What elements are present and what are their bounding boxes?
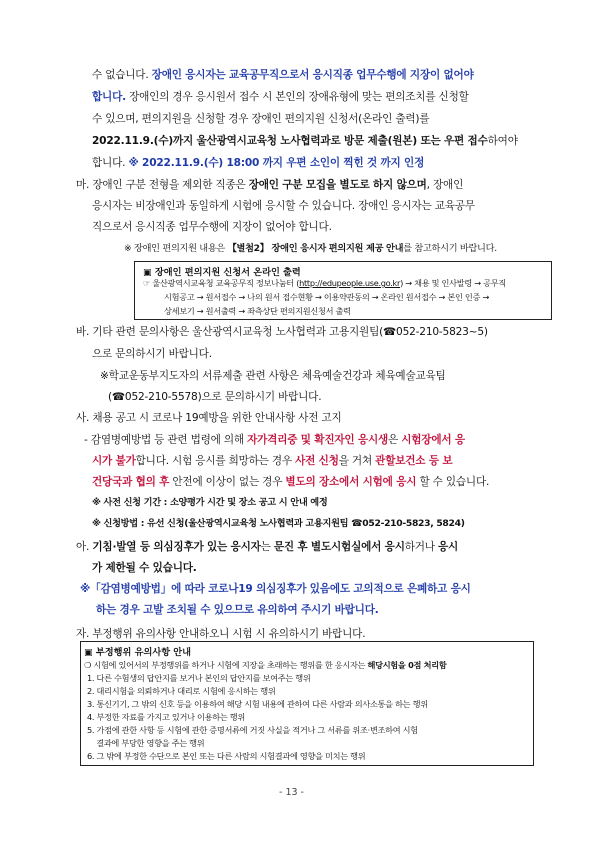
online-box-line: 시험공고 → 원서접수 → 나의 원서 접수현황 → 이용약관동의 → 온라인 원서접수 → 본인 인증 → [164,292,490,302]
red-emphasis: 건당국과 협의 후 [92,476,170,488]
red-emphasis: 사전 신청 [295,455,339,467]
text: , 장애인 [426,179,464,191]
fraud-box-item: 4. 부정한 자료를 가지고 있거나 이용하는 행위 [87,712,245,722]
para-line [92,157,424,169]
bold-text: 문진 후 별도시험실에서 응시 [273,541,405,553]
section-a-warning: 하는 경우 고발 조치될 수 있으므로 유의하여 주시기 바랍니다. [96,604,379,616]
emphasis-text: 합니다. [92,91,126,103]
text: 합니다. [92,157,129,169]
website-link[interactable]: http://edupeople.use.go.kr [299,278,401,288]
text: 수 없습니다. [92,69,152,81]
section-sa-line [92,455,452,467]
section-a-line: 가 제한될 수 있습니다. [92,562,197,574]
section-ma-note [124,243,497,254]
red-emphasis: 시험장에서 응 [401,434,465,446]
text: ☞ 울산광역시교육청 교육공무직 정보나눔터 ( [143,278,300,288]
section-a-warning: ※「감염병예방법」에 따라 코로나19 의심징후가 있음에도 고의적으로 은폐하고 응시 [80,583,471,595]
section-sa-note: ※ 사전 신청 기간 : 소양평가 시간 및 장소 공고 시 안내 예정 [92,497,328,508]
bold-text: 해당시험을 0점 처리함 [367,660,447,670]
emphasis-text: ※ 2022.11.9.(수) 18:00 까지 우편 소인이 찍힌 것 까지 인정 [128,157,425,169]
fraud-box-item: 결과에 부당한 영향을 주는 행위 [87,738,205,748]
online-box-line: 상세보기 → 원서출력 → 좌측상단 편의지원신청서 출력 [164,306,351,316]
online-box-title: ▣ 장애인 편의지원 신청서 온라인 출력 [143,267,301,278]
section-ma-line [76,179,463,191]
text: 아. [76,541,93,553]
bold-text: 2022.11.9.(수)까지 울산광역시교육청 노사협력과로 방문 제출(원본) 또는 우편 접수 [92,135,488,147]
text: 은 [388,434,402,446]
text: 할 수 있습니다. [416,476,490,488]
text: 합니다. 시험 응시를 희망하는 경우 [135,455,296,467]
para-line [92,69,474,81]
section-ba-line: ※학교운동부지도자의 서류제출 관련 사항은 체육예술건강과 체육예술교육팀 [100,370,446,382]
fraud-box-item: 6. 그 밖에 부정한 수단으로 본인 또는 다른 사람의 시험결과에 영향을 미치는 행위 [87,751,366,761]
red-emphasis: 자가격리중 및 확진자인 응시생 [247,434,389,446]
section-ma-line: 직으로서 응시직종 업무수행에 지장이 없어야 합니다. [92,221,332,233]
section-sa-title: 사. 채용 공고 시 코로나 19예방을 위한 안내사항 사전 고지 [76,412,342,424]
section-sa-line [92,476,489,488]
section-ba-line: 으로 문의하시기 바랍니다. [92,348,212,360]
text: 마. 장애인 구분 전형을 제외한 직종은 [76,179,249,191]
text: 하거나 [404,541,439,553]
text: 하여야 [487,135,518,147]
online-box-line [143,278,506,288]
red-emphasis: 별도의 장소에서 시험에 응시 [285,476,417,488]
fraud-box-title: ▣ 부정행위 유의사항 안내 [84,647,192,658]
section-sa-line [84,434,465,446]
text: 안전에 이상이 없는 경우 [169,476,286,488]
fraud-box-item: 1. 다른 수험생의 답안지를 보거나 본인의 답안지를 보여주는 행위 [87,673,311,683]
bold-text: 응시 [438,541,459,553]
text: ) → 채용 및 인사발령 → 공무직 [400,278,506,288]
page-number: - 13 - [279,787,304,798]
red-emphasis: 관할보건소 등 보 [375,455,453,467]
section-a-line [76,541,458,553]
fraud-box-intro [84,660,446,670]
text: 를 참고하시기 바랍니다. [403,243,497,254]
text: 을 거쳐 [338,455,376,467]
red-emphasis: 시가 불가 [92,455,136,467]
para-line: 수 있으며, 편의지원을 신청할 경우 장애인 편의지원 신청서(온라인 출력)를 [92,113,430,125]
section-ja-line: 자. 부정행위 유의사항 안내하오니 시험 시 유의하시기 바랍니다. [76,628,366,640]
para-line [92,91,469,103]
section-ma-line: 응시자는 비장애인과 동일하게 시험에 응시할 수 있습니다. 장애인 응시자는 교육공무 [92,200,475,212]
fraud-box-item: 2. 대리시험을 의뢰하거나 대리로 시험에 응시하는 행위 [87,686,276,696]
text: ※ 장애인 편의지원 내용은 [124,243,228,254]
bold-text: 【별첨2】 장애인 응시자 편의지원 제공 안내 [227,243,404,254]
text: ❍ 시험에 있어서의 부정행위를 하거나 시험에 지장을 초래하는 행위를 한 응시자는 [84,660,368,670]
para-line [92,135,518,147]
emphasis-text: 장애인 응시자는 교육공무직으로서 응시직종 업무수행에 지장이 없어야 [151,69,474,81]
bold-text: 장애인 구분 모집을 별도로 하지 않으며 [248,179,427,191]
section-ba-line: 바. 기타 관련 문의사항은 울산광역시교육청 노사협력과 고용지원팀(☎052-210-5823~5) [76,326,488,338]
bold-text: 기침·발열 등 의심징후가 있는 응시자 [92,541,261,553]
text: 장애인의 경우 응시원서 접수 시 본인의 장애유형에 맞는 편의조치를 신청할 [125,91,469,103]
fraud-box-item: 5. 가점에 관한 사항 등 시험에 관한 증명서류에 거짓 사실을 적거나 그 서류를 위조·변조하여 시험 [87,725,418,735]
text: 는 [260,541,274,553]
text: - 감염병예방법 등 관련 법령에 의해 [84,434,248,446]
fraud-box-item: 3. 통신기기, 그 밖의 신호 등을 이용하여 해당 시험 내용에 관하여 다른 사람과 의사소통을 하는 행위 [87,699,428,709]
section-sa-note: ※ 신청방법 : 유선 신청(울산광역시교육청 노사협력과 고용지원팀 ☎052-210-5823, 5824) [92,518,465,529]
section-ba-line: (☎052-210-5578)으로 문의하시기 바랍니다. [108,391,322,403]
